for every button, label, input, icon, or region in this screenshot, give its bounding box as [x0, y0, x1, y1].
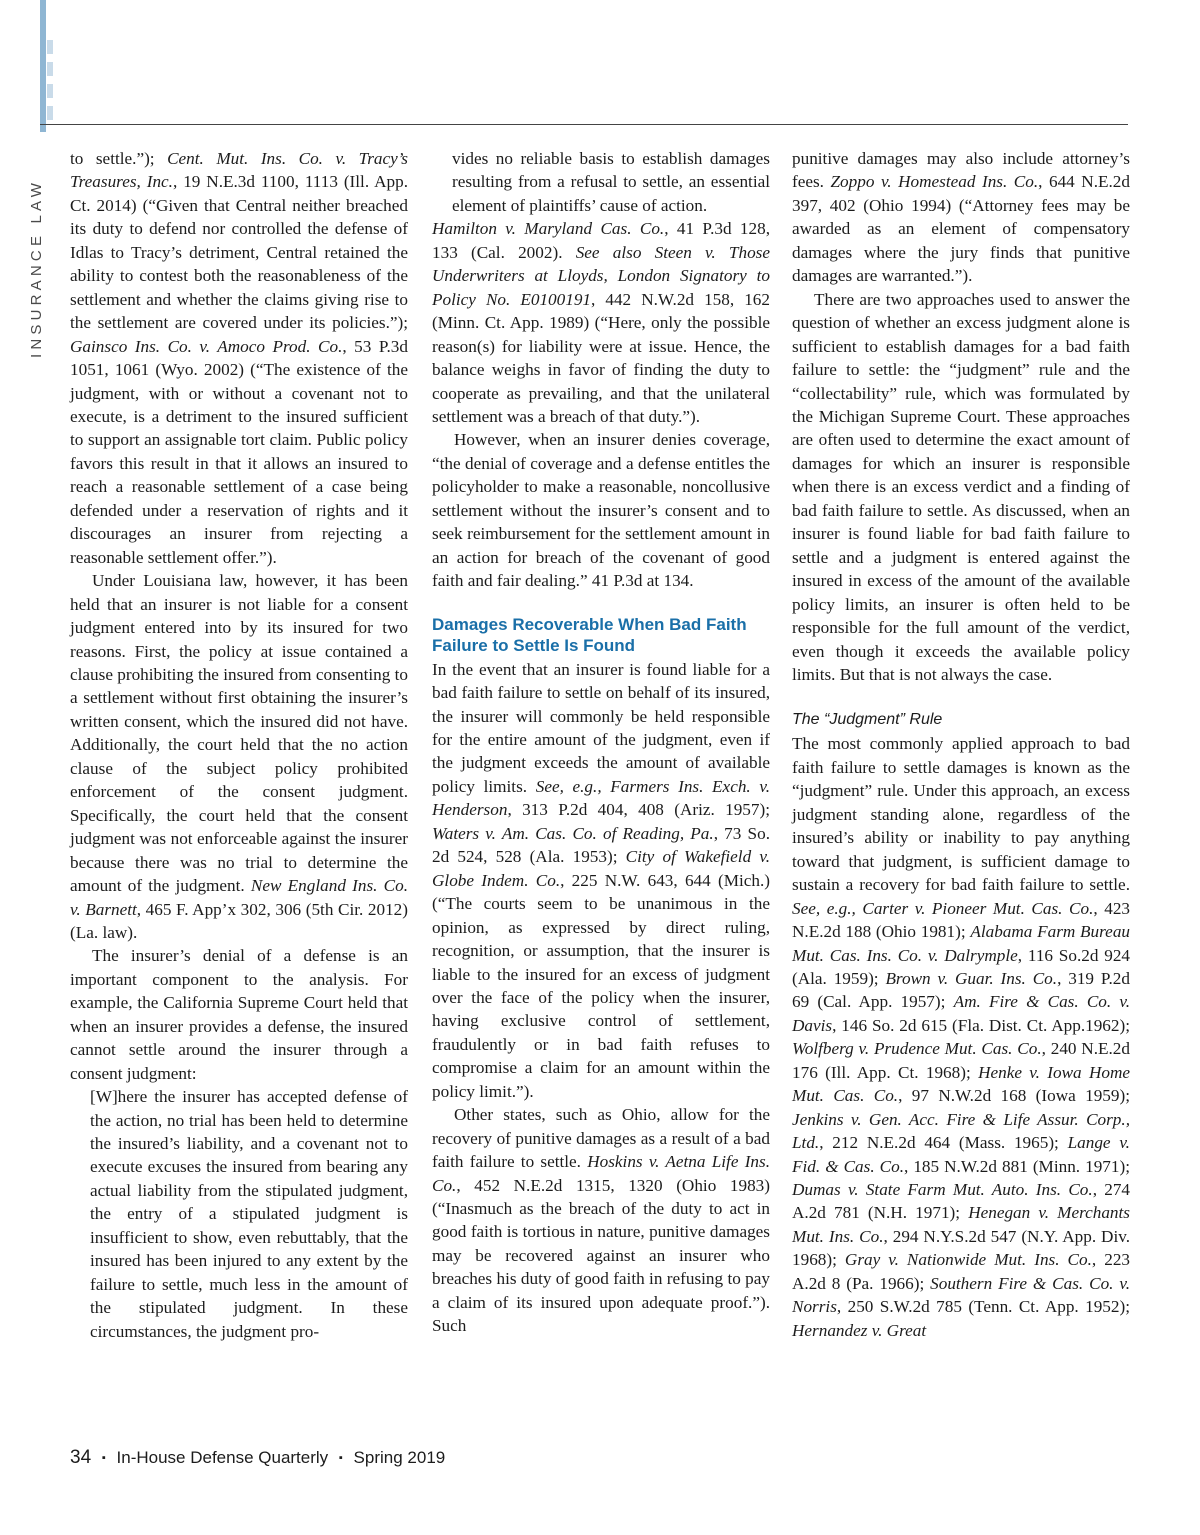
case-citation: Jenkins v. Gen. Acc. Fire & Life Assur. Corp., Ltd. [792, 1109, 1130, 1153]
text-run: vides no reliable basis to establish damages resulting from a refusal to settle, an essential element of plaintiffs’ cause of action. [452, 149, 770, 215]
case-citation: Cent. Mut. Ins. Co. v. Tracy’s Treasures, Inc. [70, 149, 408, 192]
block-quote [90, 1085, 408, 1343]
text-run: , 294 N.Y.S.2d 547 (N.Y. App. Div. 1968); [792, 1226, 1131, 1270]
edge-accent-dash [47, 84, 53, 98]
block-quote-continued [452, 147, 770, 217]
case-citation: Lange v. Fid. & Cas. Co. [792, 1133, 1130, 1176]
text-run: , 274 A.2d 781 (N.H. 1971); [792, 1180, 1131, 1223]
text-run: , 146 So. 2d 615 (Fla. Dist. Ct. App.1962); [832, 1015, 1130, 1035]
case-citation: Hoskins v. Aetna Life Ins. Co. [432, 1152, 770, 1195]
text-run: , 223 A.2d 8 (Pa. 1966); [792, 1250, 1131, 1293]
column-2 [432, 147, 770, 1338]
case-citation: Am. Fire & Cas. Co. v. Davis [792, 992, 1130, 1035]
case-citation: Gray v. Nationwide Mut. Ins. Co. [844, 1250, 1092, 1270]
case-citation: Waters v. Am. Cas. Co. of Reading, Pa. [432, 823, 714, 843]
text-run: , 41 P.3d 128, 133 (Cal. 2002). [432, 219, 771, 262]
text-run: However, when an insurer denies coverage, “the denial of coverage and a defense entitles the policyholder to make a reasonable, noncollusive settlement without the insurer’s consent and to seek reimbursement for the settlement amount in an action for breach of the covenant of good faith and fair dealing.” 41 P.3d at 134. [432, 430, 770, 591]
text-run: , 423 N.E.2d 188 (Ohio 1981); [792, 898, 1130, 942]
paragraph [432, 658, 770, 1104]
column-3 [792, 147, 1130, 1342]
case-citation: See also Steen v. Those Underwriters at Lloyds, London Signatory to Policy No. E0100191 [432, 242, 770, 309]
footer-separator: ▪ [338, 1452, 343, 1464]
text-run: , 225 N.W. 643, 644 (Mich.) (“The courts seem to be unanimous in the opinion, as expressed by direct ruling, recognition, or assumption, that the insurer is liable to the insured for an excess of judgment over the face of the policy when the insurer, having exclusive control of settlement, fraudulently or in bad faith refuses to compromise a claim for an amount within the policy limit.”). [432, 870, 770, 1101]
text-run: Under Louisiana law, however, it has been held that an insurer is not liable for a consent judgment entered into by its insured for two reasons. First, the policy at issue contained a clause prohibiting the insured from consenting to a settlement without first obtaining the insurer’s written consent, which the insured did not have. Additionally, the court held that the no action clause of the subject policy prohibited enforcement of the consent judgment. Specifically, the court held that the consent judgment was not enforceable against the insurer because there was no trial to determine the amount of the judgment. [70, 571, 408, 896]
paragraph [70, 147, 408, 569]
case-citation: Henegan v. Merchants Mut. Ins. Co. [792, 1203, 1130, 1246]
text-run: , 313 P.2d 404, 408 (Ariz. 1957); [507, 800, 770, 820]
text-run: , 319 P.2d 69 (Cal. App. 1957); [792, 968, 1130, 1012]
text-run: In the event that an insurer is found liable for a bad faith failure to settle on behalf of its insured, the insurer will commonly be held responsible for the entire amount of the judgment, even if the judgment exceeds the amount of available policy limits. [432, 659, 770, 796]
text-run: , 240 N.E.2d 176 (Ill. App. Ct. 1968); [792, 1039, 1130, 1082]
text-run: , 250 S.W.2d 785 (Tenn. Ct. App. 1952); [836, 1297, 1130, 1317]
text-run: , 116 So.2d 924 (Ala. 1959); [792, 945, 1131, 988]
case-citation: Henke v. Iowa Home Mut. Cas. Co. [792, 1062, 1130, 1106]
text-run: punitive damages may also include attorney’s fees. [792, 149, 1130, 192]
text-run: , 97 N.W.2d 168 (Iowa 1959); [898, 1086, 1130, 1106]
paragraph [432, 217, 770, 428]
paragraph [432, 428, 770, 592]
edge-accent-dash [47, 40, 53, 54]
text-run: , 452 N.E.2d 1315, 1320 (Ohio 1983) (“Inasmuch as the breach of the duty to act in good faith is tortious in nature, punitive damages may be recovered against an insurer who breaches his duty of good faith in refusing to pay a claim of its insured upon adequate proof.”). Such [432, 1175, 770, 1336]
text-run: , 185 N.W.2d 881 (Minn. 1971); [904, 1156, 1130, 1176]
case-citation: See, e.g., Carter v. Pioneer Mut. Cas. Co. [792, 898, 1094, 918]
case-citation: Alabama Farm Bureau Mut. Cas. Ins. Co. v. Dalrymple [792, 922, 1131, 965]
page-footer [70, 1447, 445, 1469]
case-citation: See, e.g., Farmers Ins. Exch. v. Henderson [432, 776, 771, 820]
text-run: There are two approaches used to answer the question of whether an excess judgment alone is sufficient to establish damages for a bad faith failure to settle: the “judgment” rule and the “collectability” rule, which was formulated by the Michigan Supreme Court. These approaches are often used to determine the exact amount of damages for which an insurer is responsible when there is an excess verdict and a finding of bad faith failure to settle. As discussed, when an insurer is found liable for bad faith failure to settle and a judgment is entered against the insured in excess of the amount of the available policy limits, an insurer is often held to be responsible for the full amount of the verdict, even though it exceeds the available policy limits. But that is not always the case. [792, 289, 1130, 684]
page-number: 34 [70, 1447, 92, 1468]
text-run: , 644 N.E.2d 397, 402 (Ohio 1994) (“Attorney fees may be awarded as an element of compensatory damages where the jury finds that punitive damages are warranted.”). [792, 172, 1130, 286]
edge-accent-dash [47, 106, 53, 120]
column-1 [70, 147, 408, 1343]
text-run: to settle.”); [70, 149, 168, 168]
text-run: The most commonly applied approach to bad faith failure to settle damages is known as the “judgment” rule. Under this approach, an excess judgment standing alone, regardless of the insured’s ability or inability to pay anything toward that judgment, is sufficient damage to sustain a recovery for bad faith failure to settle. [792, 734, 1130, 895]
section-tag: INSURANCE LAW [28, 178, 45, 358]
case-citation: Brown v. Guar. Ins. Co. [885, 968, 1058, 988]
edge-accent-dash [47, 62, 53, 76]
paragraph [70, 944, 408, 1085]
publication-name: In-House Defense Quarterly [116, 1448, 329, 1467]
case-citation: Zoppo v. Homestead Ins. Co. [830, 172, 1039, 192]
edge-accent-bar [40, 0, 46, 132]
case-citation: Southern Fire & Cas. Co. v. Norris [792, 1273, 1130, 1317]
footer-separator: ▪ [101, 1452, 106, 1464]
case-citation: City of Wakefield v. Globe Indem. Co. [432, 847, 770, 890]
text-run: , 19 N.E.3d 1100, 1113 (Ill. App. Ct. 2014) (“Given that Central neither breached its duty to defend nor controlled the defense of Idlas to Tracy’s detriment, Central retained the ability to contest both the reasonableness of the settlement and whether the claims giving rise to the settlement are covered under its policies.”); [70, 172, 408, 333]
case-citation: New England Ins. Co. v. Barnett [70, 876, 408, 919]
paragraph [792, 147, 1130, 288]
case-citation: Gainsco Ins. Co. v. Amoco Prod. Co. [70, 336, 343, 356]
paragraph [792, 732, 1130, 1342]
text-run: [W]here the insurer has accepted defense of the action, no trial has been held to determine the insured’s liability, and a covenant not to execute excuses the insured from bearing any actual liability from the stipulated judgment, the entry of a stipulated judgment is insufficient to show, even rebuttably, that the insured has been injured to any extent by the failure to settle, much less in the amount of the stipulated judgment. In these circumstances, the judgment pro- [90, 1087, 408, 1341]
issue-date: Spring 2019 [353, 1448, 446, 1467]
subsection-heading: The “Judgment” Rule [792, 711, 943, 729]
header-rule [40, 124, 1128, 125]
text-run: , 212 N.E.2d 464 (Mass. 1965); [819, 1133, 1068, 1153]
paragraph [432, 1103, 770, 1338]
text-run: , 465 F. App’x 302, 306 (5th Cir. 2012) (La. law). [70, 899, 408, 942]
text-run: Other states, such as Ohio, allow for the recovery of punitive damages as a result of a bad faith failure to settle. [432, 1105, 770, 1172]
case-citation: Dumas v. State Farm Mut. Auto. Ins. Co. [792, 1180, 1093, 1200]
text-run: , 442 N.W.2d 158, 162 (Minn. Ct. App. 1989) (“Here, only the possible reason(s) for liability were at issue. Hence, the balance weighs in favor of finding the duty to cooperate as prevailing, and that the unilateral settlement was a breach of that duty.”). [432, 289, 770, 426]
case-citation: Wolfberg v. Prudence Mut. Cas. Co. [792, 1039, 1042, 1059]
paragraph [792, 288, 1130, 687]
case-citation: Hamilton v. Maryland Cas. Co. [432, 219, 665, 239]
text-run: The insurer’s denial of a defense is an important component to the analysis. For example, the California Supreme Court held that when an insurer provides a defense, the insured cannot settle around the insurer through a consent judgment: [70, 946, 408, 1083]
case-citation: Hernandez v. Great [792, 1320, 927, 1340]
section-heading: Damages Recoverable When Bad Faith Failure to Settle Is Found [432, 614, 747, 655]
paragraph [70, 569, 408, 944]
text-run: , 53 P.3d 1051, 1061 (Wyo. 2002) (“The existence of the judgment, with or without a covenant not to execute, is a detriment to the insured sufficient to support an assignable tort claim. Public policy favors this result in that it allows an insured to reach a reasonable settlement of a case being defended under a reservation of rights and it discourages an insurer from rejecting a reasonable settlement offer.”). [70, 336, 408, 567]
text-run: , 73 So. 2d 524, 528 (Ala. 1953); [432, 823, 771, 867]
